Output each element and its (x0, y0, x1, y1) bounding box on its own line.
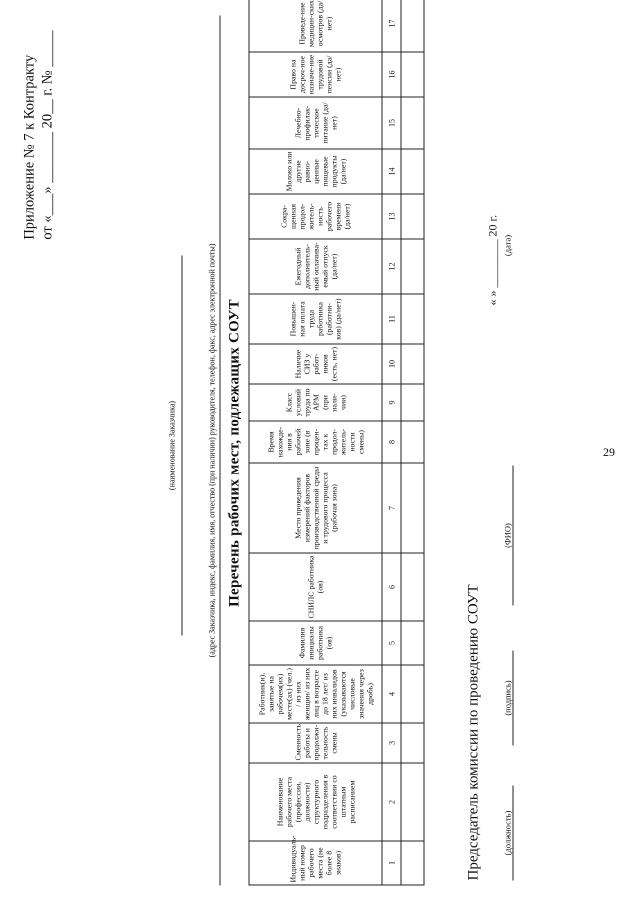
column-number: 8 (382, 421, 401, 463)
chair-label: Председатель комиссии по проведению СОУТ (465, 583, 481, 880)
column-number: 14 (382, 149, 401, 194)
column-header: Проведе-ние медицин-ских осмотров (да/нет) (249, 0, 382, 52)
date-caption: (дата) (502, 234, 512, 256)
column-header: Класс условий труда по АРМ (при нали-чии) (249, 384, 382, 421)
column-number: 9 (382, 384, 401, 421)
table-cell (401, 384, 424, 421)
table-header-row (249, 0, 382, 885)
table-cell (401, 52, 424, 97)
table-cell (401, 421, 424, 463)
appendix-date-line: от «___» _______ 20__ г. № _____ (39, 30, 55, 240)
table-cell (401, 194, 424, 239)
customer-details-caption: (адрес Заказчика, индекс, фамилия, имя, отчество (при наличии) руководителя, телефон, факс, адрес электронной почты) (207, 243, 216, 657)
column-header: Наличие СИЗ у работ-ников (есть, нет) (249, 344, 382, 384)
column-number: 11 (382, 294, 401, 344)
table-column-numbers-row (382, 0, 401, 885)
column-header: Лечебно-профилак-тическое питание (да/нет) (249, 97, 382, 149)
table-cell (401, 149, 424, 194)
table-cell (401, 344, 424, 384)
column-number: 10 (382, 344, 401, 384)
column-header: Индивидуаль-ный номер рабочего места (не более 8 знаков) (249, 841, 382, 885)
column-number: 7 (382, 463, 401, 553)
signature-caption: (подпись) (502, 679, 512, 716)
position-caption: (должность) (502, 810, 512, 855)
table-title: Перечень рабочих мест, подлежащих СОУТ (226, 298, 242, 607)
workplaces-table (248, 0, 424, 885)
table-row (401, 0, 424, 885)
appendix-header (20, 30, 56, 239)
table-cell (401, 763, 424, 841)
table-cell (401, 0, 424, 52)
column-number: 15 (382, 97, 401, 149)
column-number: 13 (382, 194, 401, 239)
table-cell (401, 621, 424, 665)
column-number: 16 (382, 52, 401, 97)
column-header: Время нахожде-ния в рабочей зоне (в процен-тах к продол-житель-ности смены) (249, 421, 382, 463)
table-cell (401, 239, 424, 294)
customer-caption: (наименование Заказчика) (167, 400, 176, 490)
column-number: 12 (382, 239, 401, 294)
column-number: 5 (382, 621, 401, 665)
table-cell (401, 723, 424, 763)
column-header: Молоко или другие равно-ценные пищевые продукты (да/нет) (249, 149, 382, 194)
column-header: Сменность работы и продолжи-тельность смены (249, 723, 382, 763)
column-number: 3 (382, 723, 401, 763)
table-cell (401, 665, 424, 723)
column-header: Ежегодный дополнитель-ный оплачива-емый отпуск (да/нет) (249, 239, 382, 294)
table-cell (401, 463, 424, 553)
name-caption: (ФИО) (502, 522, 512, 548)
column-header: Повышен-ная оплата труда работника (работни-ков) (да/нет) (249, 294, 382, 344)
appendix-title: Приложение № 7 к Контракту (21, 54, 37, 240)
column-header: Место проведения измерений факторов производственной среды и трудового процесса (рабочая зона) (249, 463, 382, 553)
column-header: СНИЛС работника (ов) (249, 553, 382, 621)
table-cell (401, 294, 424, 344)
column-number: 6 (382, 553, 401, 621)
column-number: 17 (382, 0, 401, 52)
column-header: Фамилия инициалы работника (ов) (249, 621, 382, 665)
table-cell (401, 97, 424, 149)
column-header: Право на досроч-ное назначе-ние трудовой пенсии (да/нет) (249, 52, 382, 97)
page-number: 29 (602, 444, 615, 459)
column-header: Работник(и), занятые на рабочем(их) месте(ах) (чел.) / из них женщин/ из них лиц в возрасте до 18 лет/ из них инвалидов (указываются числовые значения через дробь) (249, 665, 382, 723)
column-number: 2 (382, 763, 401, 841)
column-number: 4 (382, 665, 401, 723)
date-field: « » ________ 20 г. (485, 214, 499, 305)
column-header: Наименование рабочего места (профессии, должности) структурного подразделения в соответствии со штатным расписанием (249, 763, 382, 841)
column-header: Сокра-щенная продол-житель-ность рабочего времени (да/нет) (249, 194, 382, 239)
table-cell (401, 553, 424, 621)
column-number: 1 (382, 841, 401, 885)
table-cell (401, 841, 424, 885)
